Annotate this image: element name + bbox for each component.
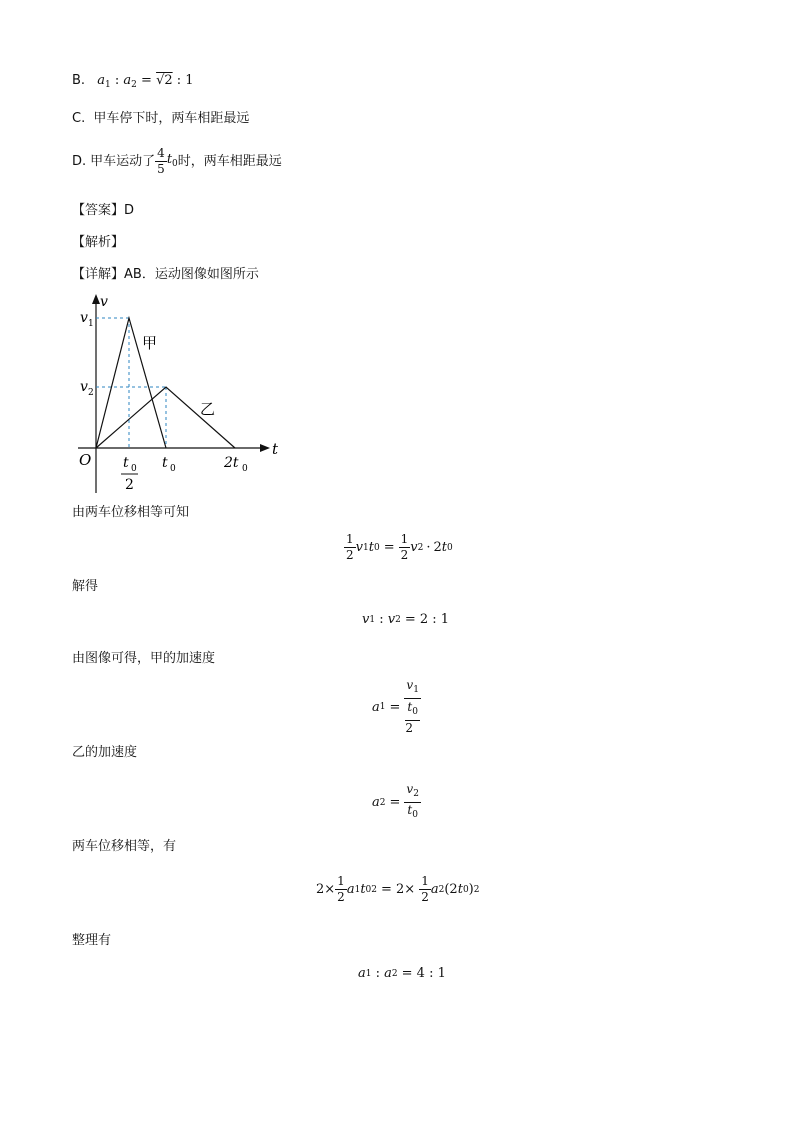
v2-label: v bbox=[80, 379, 88, 395]
t-axis-label: t bbox=[272, 440, 279, 458]
equation-a1: a 1 = $\frac{v_1}{\frac{t_0}{2}}$ bbox=[372, 678, 419, 735]
v-axis-label: v bbox=[100, 294, 108, 310]
yi-label: 乙 bbox=[200, 400, 216, 418]
v1-label-sub: 1 bbox=[88, 319, 94, 329]
equation-displacement-2: 2× $\frac{1}{2}$ a 1 t 0 2 = 2× $\frac{1}{2}$ a 2 (2 t 0 ) 2 bbox=[316, 874, 480, 904]
text-solve: 解得 bbox=[72, 579, 99, 594]
tick-t0-sub: 0 bbox=[170, 464, 176, 474]
text-yi-acceleration: 乙的加速度 bbox=[72, 745, 138, 760]
equation-acceleration-ratio: a 1 : a 2 = 4 : 1 bbox=[358, 966, 446, 981]
answer-line: 【答案】D bbox=[72, 203, 135, 218]
tick-half-num: t bbox=[123, 455, 129, 471]
tick-half-num-sub: 0 bbox=[131, 464, 137, 474]
v-axis-arrow bbox=[92, 294, 100, 304]
velocity-time-graph bbox=[70, 290, 290, 495]
analysis-heading: 【解析】 bbox=[72, 235, 125, 250]
text-jia-acceleration: 由图像可得，甲的加速度 bbox=[72, 651, 216, 666]
origin-label: O bbox=[79, 451, 92, 469]
option-b-label: B. bbox=[72, 73, 86, 88]
option-c: C. 甲车停下时，两车相距最远 bbox=[72, 111, 250, 126]
tick-2t0: 2t bbox=[224, 455, 239, 471]
text-rearrange: 整理有 bbox=[72, 933, 112, 948]
v2-label-sub: 2 bbox=[88, 388, 94, 398]
detail-line: 【详解】AB．运动图像如图所示 bbox=[72, 267, 259, 282]
tick-2t0-sub: 0 bbox=[242, 464, 248, 474]
tick-half-den: 2 bbox=[125, 477, 134, 493]
option-d-fraction: $\frac{4}{5}$ bbox=[157, 146, 165, 176]
text-displacement-equal-2: 两车位移相等，有 bbox=[72, 839, 177, 854]
equation-a2: a 2 = $\frac{v_2}{t_0}$ bbox=[372, 782, 419, 820]
equation-velocity-ratio: v 1 : v 2 = 2 : 1 bbox=[362, 612, 450, 627]
equation-displacement: $\frac{1}{2}$ v 1 t 0 = $\frac{1}{2}$ v 2 · 2 t 0 bbox=[346, 532, 453, 562]
option-b bbox=[72, 72, 194, 94]
option-b-formula: $a_1$ : $a_2 = √2$ : 1 bbox=[97, 73, 194, 90]
option-d: D. 甲车运动了 $\frac{4}{5}$ $t_0$ 时，两车相距最远 bbox=[72, 146, 282, 176]
text-displacement-equal: 由两车位移相等可知 bbox=[72, 505, 190, 520]
jia-label: 甲 bbox=[142, 334, 158, 352]
tick-t0: t bbox=[162, 455, 168, 471]
v1-label: v bbox=[80, 310, 88, 326]
t-axis-arrow bbox=[260, 444, 270, 452]
